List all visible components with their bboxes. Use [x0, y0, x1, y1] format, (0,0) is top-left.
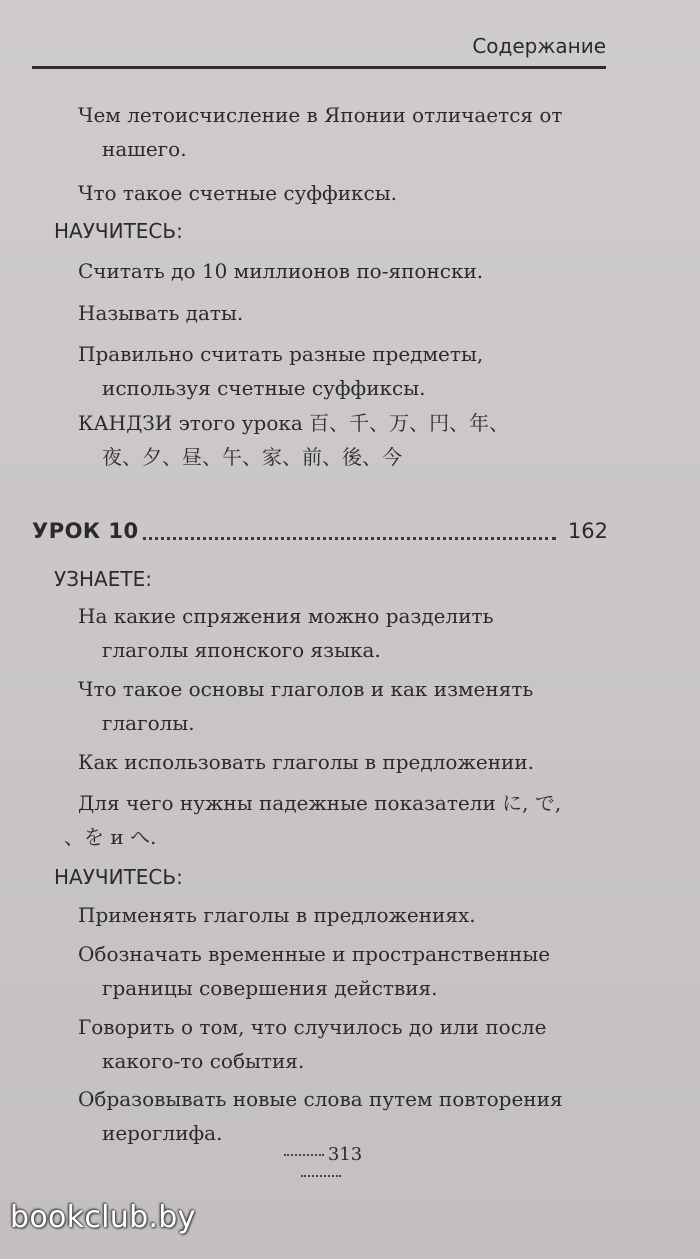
list-item: Считать до 10 миллионов по-японски. — [78, 259, 484, 283]
learn-heading: НАУЧИТЕСЬ: — [54, 219, 183, 243]
know-heading: УЗНАЕТЕ: — [54, 567, 152, 591]
list-item: Применять глаголы в предложениях. — [78, 903, 476, 927]
folio-dash-left — [284, 1154, 324, 1156]
list-item-continuation: границы совершения действия. — [102, 976, 438, 1000]
running-header: Содержание — [472, 34, 606, 58]
list-item: На какие спряжения можно разделить — [78, 604, 494, 628]
list-item: Правильно считать разные предметы, — [78, 342, 484, 366]
list-item-continuation: 夜、夕、昼、午、家、前、後、今 — [102, 445, 402, 469]
list-item-continuation: 、を и へ. — [64, 825, 157, 849]
toc-entry-lesson-10 — [32, 519, 608, 555]
list-item: Говорить о том, что случилось до или после — [78, 1015, 547, 1039]
learn-heading: НАУЧИТЕСЬ: — [54, 865, 183, 889]
leader-dots — [124, 537, 556, 540]
page-number-text: 313 — [327, 1144, 363, 1165]
list-item: Что такое основы глаголов и как изменять — [78, 677, 534, 701]
list-item: Для чего нужны падежные показатели に, で, — [78, 791, 562, 815]
page-number — [256, 1144, 386, 1186]
list-item: Как использовать глаголы в предложении. — [78, 750, 535, 774]
list-item: Называть даты. — [78, 301, 244, 325]
list-item-continuation: нашего. — [102, 137, 187, 161]
list-item: Образовывать новые слова путем повторения — [78, 1087, 563, 1111]
list-item-continuation: глаголы японского языка. — [102, 638, 381, 662]
list-item-continuation: иероглифа. — [102, 1121, 223, 1145]
list-item-continuation: глаголы. — [102, 711, 195, 735]
list-item-continuation: какого-то события. — [102, 1049, 305, 1073]
list-item: КАНДЗИ этого урока 百、千、万、円、年、 — [78, 411, 510, 435]
list-item: Чем летоисчисление в Японии отличается от — [78, 103, 563, 127]
lesson-title: УРОК 10 — [32, 519, 143, 543]
list-item: Что такое счетные суффиксы. — [78, 181, 397, 205]
list-item-continuation: используя счетные суффиксы. — [102, 376, 426, 400]
folio-dash-right — [301, 1175, 341, 1177]
lesson-page-number: 162 — [564, 519, 608, 543]
header-rule — [32, 66, 606, 69]
watermark: bookclub.by — [10, 1200, 196, 1235]
list-item: Обозначать временные и пространственные — [78, 942, 551, 966]
